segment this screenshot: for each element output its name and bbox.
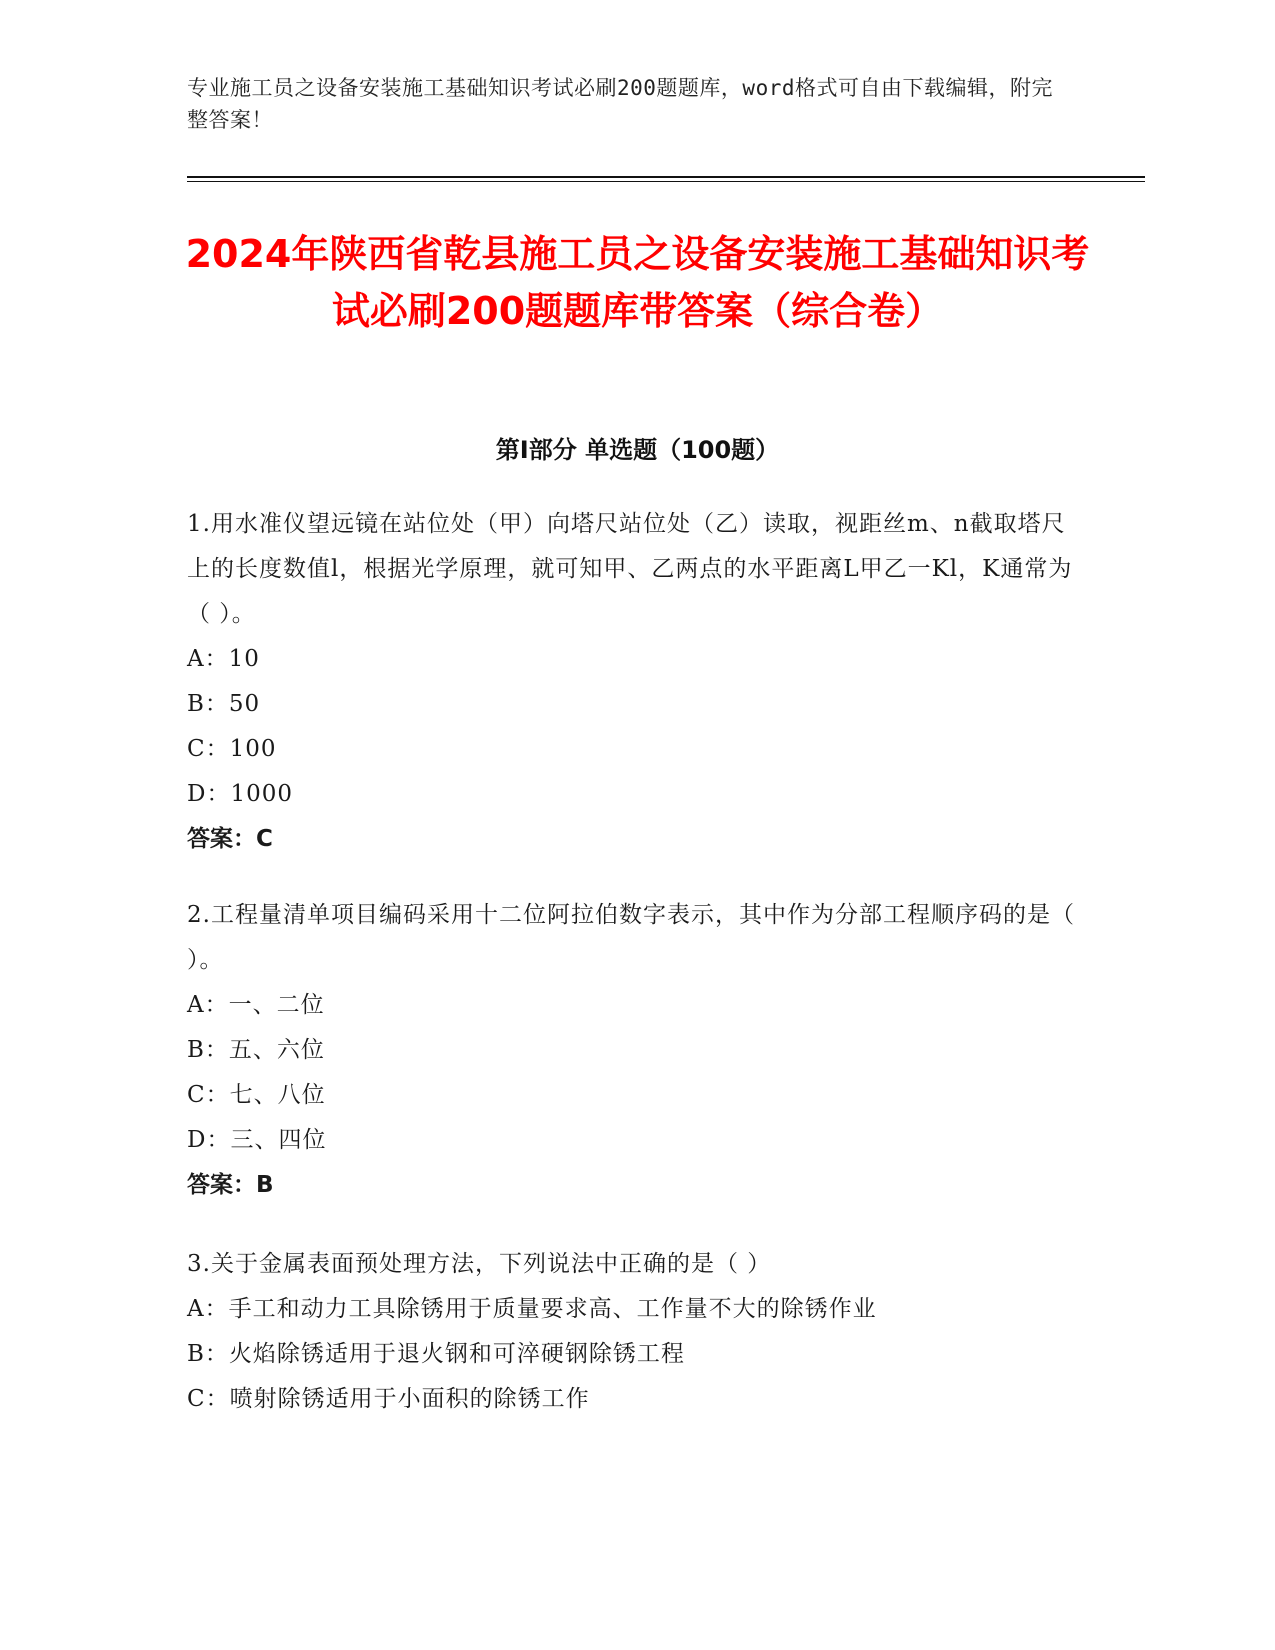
question-option-d: D：三、四位	[187, 1127, 327, 1153]
header-note: 专业施工员之设备安装施工基础知识考试必刷200题题库，word格式可自由下载编辑，附完整答案！	[187, 76, 1053, 132]
document-title: 2024年陕西省乾县施工员之设备安装施工基础知识考试必刷200题题库带答案（综合卷）	[185, 232, 1090, 333]
question-option-d: D：1000	[187, 781, 293, 807]
header-divider-thick	[187, 176, 1145, 178]
question-answer: 答案：B	[187, 1172, 274, 1198]
question-stem: 2.工程量清单项目编码采用十二位阿拉伯数字表示，其中作为分部工程顺序码的是（ ）。	[187, 902, 1075, 973]
question-stem: 1.用水准仪望远镜在站位处（甲）向塔尺站位处（乙）读取，视距丝m、n截取塔尺上的长度数值l，根据光学原理，就可知甲、乙两点的水平距离L甲乙一Kl，K通常为（ ）。	[187, 511, 1073, 627]
header-divider-thin	[187, 181, 1145, 182]
question-3	[187, 1242, 1087, 1422]
question-option-a: A：一、二位	[187, 992, 325, 1018]
question-option-a: A：10	[187, 646, 260, 672]
question-answer: 答案：C	[187, 826, 273, 852]
question-stem: 3.关于金属表面预处理方法，下列说法中正确的是（ ）	[187, 1251, 772, 1277]
question-option-b: B：五、六位	[187, 1037, 325, 1063]
question-option-b: B：50	[187, 691, 261, 717]
question-option-b: B：火焰除锈适用于退火钢和可淬硬钢除锈工程	[187, 1341, 685, 1367]
question-2	[187, 893, 1087, 1208]
question-option-a: A：手工和动力工具除锈用于质量要求高、工作量不大的除锈作业	[187, 1296, 877, 1322]
question-option-c: C：100	[187, 736, 277, 762]
section-title: 第Ⅰ部分 单选题（100题）	[495, 436, 780, 464]
question-option-c: C：七、八位	[187, 1082, 326, 1108]
question-option-c: C：喷射除锈适用于小面积的除锈工作	[187, 1386, 590, 1412]
question-1	[187, 502, 1087, 862]
